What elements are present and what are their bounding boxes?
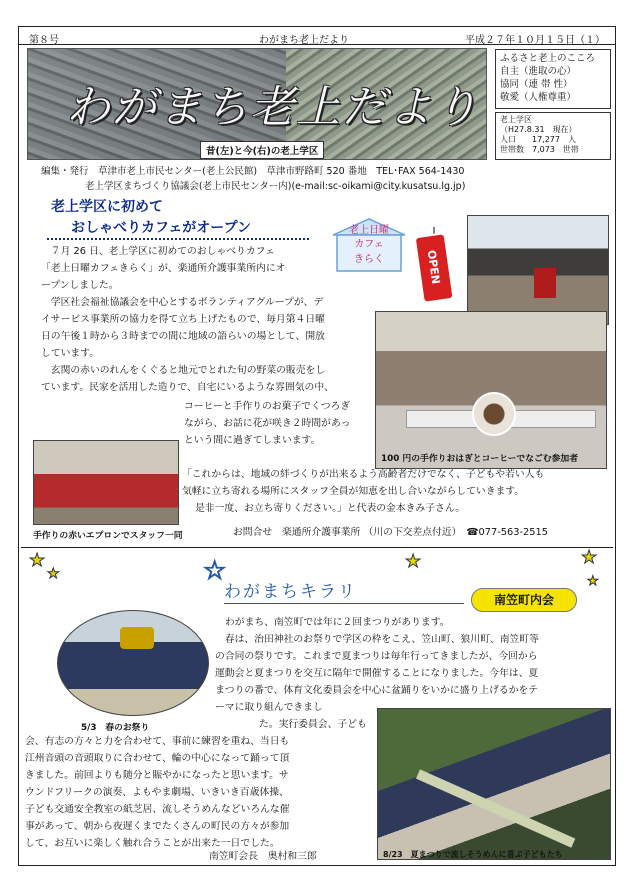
motto-line: 敬愛（人権尊重）: [500, 92, 577, 103]
star-icon: ★: [47, 566, 60, 582]
article2-text-line: 運動会と夏まつりを交互に隔年で開催することになりました。今年は、夏: [215, 668, 539, 679]
red-curtain: [534, 268, 556, 298]
article2-text-line: まつりの番で、体育文化委員会を中心に盆踊りをいかに盛り上げるかをテ: [215, 685, 539, 696]
spring-photo-caption: 5/3 春のお祭り: [81, 723, 150, 733]
staff-group-photo: [33, 440, 179, 525]
contact-info: お問合せ 楽通所介護事業所 （川の下交差点付近） ☎077-563-2515: [233, 527, 548, 538]
masthead: [27, 48, 487, 160]
article2-text-line: ーマに取り組んできまし: [215, 702, 323, 713]
article1-text-line: ７月 26 日、老上学区に初めてのおしゃべりカフェ: [41, 246, 275, 257]
newsletter-name: わがまち老上だより: [259, 35, 349, 46]
article1-text-line: ています。民家を活用した造りで、自宅にいるような雰囲気の中、: [41, 382, 334, 393]
article2-text-line: 江州音頭の音頭取りに合わせて、輪の中心になって踊って頂: [25, 753, 290, 764]
nagashi-somen-photo: [377, 708, 611, 860]
star-outline-icon: ☆: [203, 556, 227, 586]
stats-line: 老上学区: [500, 115, 532, 124]
article2-text-line: わがまち、南笠町では年に２回まつりがあります。: [225, 617, 450, 628]
cafe-photo-caption: 100 円の手作りおはぎとコーヒーでなごむ参加者: [381, 454, 579, 464]
motto-line: 自主（進取の心）: [500, 66, 577, 77]
quote-line: 是非一度、お立ち寄りください。」と代表の金本きみ子さん。: [195, 503, 466, 514]
issue-date: 平成２７年１０月１５日（１）: [465, 35, 605, 46]
article2-text-line: 事があって、朝から夜遅くまでたくさんの町民の方々が参加: [25, 821, 290, 832]
star-icon: ★: [587, 574, 599, 589]
article1-wrap-line: ながら、お話に花が咲き２時間があっ: [184, 418, 351, 429]
article2-text-line: 会、有志の方々と力を合わせて、事前に練習を重ね、当日も: [25, 736, 290, 747]
article2-text-line: の合同の祭りです。これまで夏まつりは毎年行ってきましたが、今回から: [215, 651, 538, 662]
article1-text-line: 学区社会福祉協議会を中心とするボランティアグループが、デ: [41, 297, 324, 308]
heading-underline: [224, 603, 464, 604]
header-bar: [21, 29, 613, 45]
open-sign: [413, 227, 455, 303]
bamboo-slide: [416, 769, 575, 847]
sign-text-line1: 老上日曜: [349, 225, 389, 236]
newsletter-page: [18, 26, 616, 866]
open-sign-text: OPEN: [424, 249, 443, 285]
article2-text-line: して、お互いに楽しく触れ合うことが出来た一日でした。: [25, 838, 280, 849]
issue-number: 第８号: [29, 35, 59, 46]
publisher-email-line: 老上学区まちづくり協議会(老上市民センター内)(e-mail:sc-oikami@city.kusatsu.lg.jp): [85, 181, 466, 192]
article1-text-line: 日の午後１時から３時までの間に地域の語らいの場として、開放: [41, 331, 325, 342]
sign-text-line2: カフェ: [354, 239, 384, 250]
staff-photo-caption: 手作りの赤いエプロンでスタッフ一同: [33, 531, 183, 541]
article2-text-line: 春は、治田神社のお祭りで学区の枠をこえ、笠山町、狼川町、南笠町等: [215, 634, 539, 645]
star-icon: ★: [581, 547, 598, 568]
article1-wrap-line: コーヒーと手作りのお菓子でくつろぎ: [184, 401, 351, 412]
stats-line: 人口 17,277 人: [500, 135, 576, 144]
masthead-photo-caption: 昔(左)と今(右)の老上学区: [200, 141, 324, 159]
star-icon: ★: [29, 550, 46, 571]
article2-text-line: た。実行委員会、子ども: [259, 719, 367, 730]
stats-line: 世帯数 7,073 世帯: [500, 145, 579, 154]
sign-text-line3: きらく: [354, 254, 384, 265]
article2-signature: 南笠町会長 奥村和三郎: [209, 851, 317, 862]
article1-text-line: イサービス事業所の協力を得て立ち上げたもので、毎月第４日曜: [41, 314, 325, 325]
article2-text-line: 子ども交通安全教室の紙芝居、流しそうめんなどいろんな催: [25, 804, 290, 815]
article1-text-line: 玄関の赤いのれんをくぐると地元でとれた旬の野菜の販売をし: [41, 365, 326, 376]
article2-text-line: ウンドフリークの演奏、よもやま劇場、いきいき百歳体操、: [25, 787, 289, 798]
motto-line: 協同（連 帯 性）: [500, 79, 573, 90]
article2-text-line: きました。前回よりも随分と賑やかになったと思います。サ: [25, 770, 289, 781]
section-heading: わがまちキラリ: [224, 582, 357, 602]
headline-underline: [47, 238, 309, 240]
stats-line: （H27.8.31 現在）: [500, 125, 577, 134]
cafe-house-sign: [331, 217, 407, 273]
spring-festival-photo: [57, 610, 209, 716]
motto-box: [495, 49, 611, 109]
mikoshi-shrine: [120, 627, 154, 649]
header-divider: [19, 44, 615, 45]
star-icon: ★: [405, 551, 422, 572]
article1-headline: 老上学区に初めて: [51, 199, 163, 215]
neighborhood-badge: 南笠町内会: [471, 588, 577, 612]
article1-headline-2: おしゃべりカフェがオープン: [71, 220, 252, 236]
quote-line: 気軽に立ち寄れる場所にスタッフ全員が知恵を出し合いながらしていきます。: [182, 486, 525, 497]
article1-text-line: 「老上日曜カフェきらく」が、楽通所介護事業所内にオ: [41, 263, 286, 274]
motto-line: ふるさと老上のこころ: [500, 53, 596, 64]
publisher-line: 編集・発行 草津市老上市民センター(老上公民館) 草津市野路町 520 番地 TEL･FAX 564-1430: [41, 166, 465, 177]
cafe-building-photo: [467, 215, 609, 325]
masthead-title: わがまち老上だより: [66, 82, 480, 133]
cafe-participants-photo: [375, 311, 607, 469]
ohagi-closeup: [472, 392, 516, 436]
article1-text-line: しています。: [41, 348, 99, 359]
population-box: [495, 112, 611, 160]
quote-line: 「これからは、地域の絆づくりが出来るよう高齢者だけでなく、子どもや若い人も: [182, 469, 545, 480]
article1-text-line: ープンしました。: [41, 280, 119, 291]
article1-wrap-line: という間に過ぎてしまいます。: [184, 435, 321, 446]
section-divider: [21, 547, 613, 548]
summer-photo-caption: 8/23 夏まつりで流しそうめんに喜ぶ子どもたち: [383, 850, 563, 859]
